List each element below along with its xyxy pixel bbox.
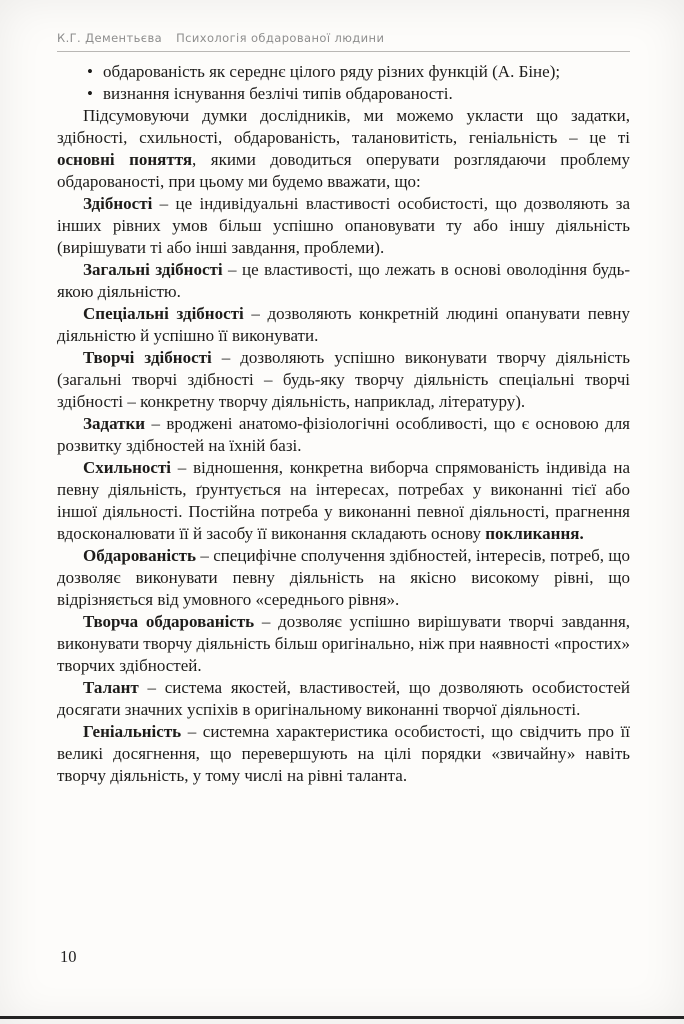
term-bold: основні поняття — [57, 150, 193, 169]
paragraph — [57, 457, 630, 545]
paragraph-text: – специфічне сполучення здібностей, інтересів, потреб, що дозволяє виконувати певну діяльність на якісно високому рівні, що відрізняється від умовного «середнього рівня». — [57, 546, 630, 609]
header-divider — [57, 51, 630, 52]
paragraphs — [57, 105, 630, 787]
paragraph — [57, 259, 630, 303]
page-number: 10 — [60, 947, 77, 966]
paragraph-text: Підсумовуючи думки дослідників, ми можемо укласти що задатки, здібності, схильності, обдарованість, талановитість, геніальність – це ті — [57, 106, 630, 147]
bullet-item — [57, 83, 630, 105]
term-bold: Творча обдарованість — [83, 612, 255, 631]
scan-edge-line — [0, 1016, 684, 1019]
paragraph-text: – система якостей, властивостей, що дозволяють особистостей досягати значних успіхів в оригінальному виконанні творчої діяльності. — [57, 678, 630, 719]
header-title: Психологія обдарованої людини — [176, 31, 385, 45]
paragraph — [57, 545, 630, 611]
body-text — [57, 61, 630, 787]
term-bold: Здібності — [83, 194, 153, 213]
paragraph-text: – системна характеристика особистості, що свідчить про її великі досягнення, що перевершують на цілі порядки «звичайну» навіть творчу діяльність, у тому числі на рівні таланта. — [57, 722, 630, 785]
paragraph — [57, 721, 630, 787]
paragraph — [57, 611, 630, 677]
term-bold: покликання. — [485, 524, 584, 543]
bullet-list — [57, 61, 630, 105]
paragraph-text: – дозволяють успішно виконувати творчу діяльність (загальні творчі здібності – будь-яку творчу діяльність спеціальні творчі здібності – конкретну творчу діяльність, наприклад, літературу). — [57, 348, 630, 411]
paragraph — [57, 347, 630, 413]
bullet-marker-icon: • — [87, 62, 93, 81]
paragraph-text: – відношення, конкретна виборча спрямованість індивіда на певну діяльність, ґрунтується на інтересах, потребах у виконанні тієї або іншої діяльності. Постійна потреба у виконанні певної діяльності, прагнення вдосконалювати її й засобу її виконання складають основу — [57, 458, 630, 543]
running-header — [57, 31, 630, 45]
header-author: К.Г. Дементьєва — [57, 31, 163, 45]
paragraph-text: , якими доводиться оперувати розглядаючи проблему обдарованості, при цьому ми будемо вважати, що: — [57, 150, 630, 191]
bullet-text: обдарованість як середнє цілого ряду різних функцій (А. Біне); — [103, 62, 561, 81]
paragraph — [57, 303, 630, 347]
term-bold: Талант — [83, 678, 139, 697]
term-bold: Творчі здібності — [83, 348, 212, 367]
bullet-marker-icon: • — [87, 84, 93, 103]
paragraph — [57, 193, 630, 259]
paragraph-text: – дозволяють конкретній людині опанувати певну діяльністю й успішно її виконувати. — [57, 304, 631, 345]
paragraph-text: – дозволяє успішно вирішувати творчі завдання, виконувати творчу діяльність більш оригінально, ніж при наявності «простих» творчих здібностей. — [57, 612, 631, 675]
paragraph-text: – вроджені анатомо-фізіологічні особливості, що є основою для розвитку здібностей на їхній базі. — [57, 414, 630, 455]
paragraph — [57, 413, 630, 457]
term-bold: Схильності — [83, 458, 172, 477]
paragraph — [57, 105, 630, 193]
bullet-item — [57, 61, 630, 83]
term-bold: Задатки — [83, 414, 146, 433]
term-bold: Геніальність — [83, 722, 182, 741]
paragraph-text: – це індивідуальні властивості особистості, що дозволяють за інших рівних умов більш успішно опановувати ту або іншу діяльність (вирішувати ті або інші завдання, проблеми). — [57, 194, 630, 257]
term-bold: Обдарованість — [83, 546, 197, 565]
term-bold: Загальні здібності — [83, 260, 223, 279]
paragraph-text: – це властивості, що лежать в основі оволодіння будь-якою діяльністю. — [57, 260, 631, 301]
term-bold: Спеціальні здібності — [83, 304, 244, 323]
paragraph — [57, 677, 630, 721]
bullet-text: визнання існування безлічі типів обдарованості. — [103, 84, 453, 103]
